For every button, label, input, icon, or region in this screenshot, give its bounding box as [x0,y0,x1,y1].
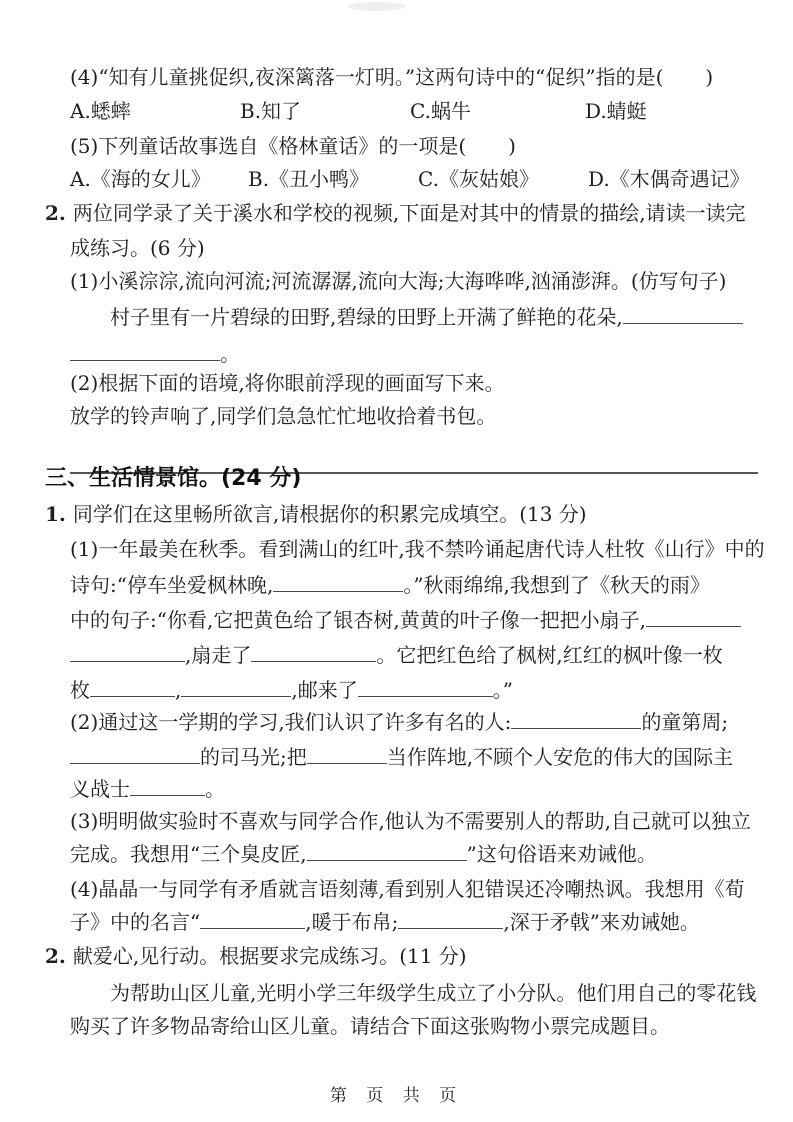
text-segment: ,深于矛戟”来劝诫她。 [503,910,700,934]
answer-blank [70,340,220,361]
text-segment: (2)通过这一学期的学习,我们认识了许多有名的人: [70,710,512,734]
text-segment: 购买了许多物品寄给山区儿童。请结合下面这张购物小票完成题目。 [70,1014,670,1038]
q5-option-a: A.《海的女儿》 [70,167,211,191]
line-content [45,466,301,492]
text-segment: ,暖于布帛; [305,910,399,934]
text-segment: 。 [220,342,240,366]
text-segment: (4)晶晶一与同学有矛盾就言语刻薄,看到别人犯错误还冷嘲热讽。我想用《荀 [70,877,745,901]
text-segment: 三、生活情景馆。(24 分) [45,466,302,491]
text-segment: 的司马光;把 [200,745,307,769]
answer-blank [511,708,641,729]
line-content [70,876,745,902]
line-content [70,606,741,633]
text-segment: (2)根据下面的语境,将你眼前浮现的画面写下来。 [70,371,505,395]
bracket-gap [466,133,508,153]
answer-blank [130,775,205,796]
answer-blank [358,676,493,697]
text-segment: 献爱心,见行动。根据要求完成练习。(11 分) [72,944,467,968]
line-content [45,501,587,527]
text-segment: ) [508,134,516,158]
line-content [70,840,657,867]
q5-option-d: D.《木偶奇遇记》 [588,167,750,191]
page-footer: 第 页 共 页 [329,1086,464,1106]
item-number: 1. [45,502,73,526]
answer-blank [307,743,387,764]
line-content [110,980,756,1006]
text-segment: ) [705,65,714,89]
q4-option-d: D.蜻蜓 [585,99,647,123]
text-segment: 为帮助山区儿童,光明小学三年级学生成立了小分队。他们用自己的零花钱 [110,981,757,1005]
text-segment: 。 [205,777,225,801]
text-segment: 完成。我想用“三个臭皮匠, [70,842,307,866]
text-segment: 当作阵地,不顾个人安危的伟大的国际主 [386,745,734,769]
text-segment: 枚 [70,678,90,702]
text-segment: ,邮来了 [291,678,358,702]
answer-blank [200,908,305,929]
scan-smudge [348,2,406,11]
text-segment: 诗句:“停车坐爱枫林晚, [70,573,274,597]
answer-blank [181,676,291,697]
text-segment: 。它把红色给了枫树,红红的枫叶像一枚 [376,643,723,667]
answer-blank [90,676,175,697]
line-content [70,808,751,834]
text-segment: , [175,678,182,702]
q4-option-c: C.蜗牛 [410,99,471,123]
text-segment: 放学的铃声响了,同学们急急忙忙地收拾着书包。 [70,404,497,428]
q5-option-c: C.《灰姑娘》 [418,167,539,191]
line-content [110,303,743,330]
line-content [70,133,516,159]
line-content [70,268,726,294]
answer-blank [646,606,741,627]
line-content [70,235,205,261]
line-content [70,775,225,802]
line-content [70,403,496,429]
line-content [70,571,710,598]
line-content [70,743,733,770]
item-number: 2. [45,201,73,225]
text-segment: 。”秋雨绵绵,我想到了《秋天的雨》 [403,573,710,597]
bracket-gap [663,64,705,84]
line-content [70,676,513,703]
text-segment: ”这句俗语来劝诫他。 [466,842,657,866]
answer-blank [251,641,376,662]
text-segment: 中的句子:“你看,它把黄色给了银杏树,黄黄的叶子像一把把小扇子, [70,608,647,632]
q4-option-a: A.蟋蟀 [70,99,131,123]
text-segment: (5)下列童话故事选自《格林童话》的一项是( [70,134,467,158]
answer-blank [398,908,503,929]
answer-blank [307,840,467,861]
line-content [70,64,713,90]
text-segment: 。” [492,678,513,702]
line-content [70,536,765,562]
text-segment: 成练习。(6 分) [70,236,205,260]
item-number: 2. [45,944,73,968]
text-segment: 村子里有一片碧绿的田野,碧绿的田野上开满了鲜艳的花朵, [110,305,623,329]
text-segment: ,扇走了 [185,643,252,667]
line-content [70,641,723,668]
text-segment: (1)小溪淙淙,流向河流;河流潺潺,流向大海;大海哗哗,汹涌澎湃。(仿写句子) [70,269,727,293]
q5-option-b: B.《丑小鸭》 [248,167,370,191]
line-content [70,1013,670,1039]
line-content [70,908,700,935]
text-segment: (3)明明做实验时不喜欢与同学合作,他认为不需要别人的帮助,自己就可以独立 [70,809,752,833]
text-segment: 义战士 [70,777,130,801]
q4-option-b: B.知了 [240,99,302,123]
text-segment: 两位同学录了关于溪水和学校的视频,下面是对其中的情景的描绘,请读一读完 [72,201,746,225]
text-segment: (4)“知有儿童挑促织,夜深篱落一灯明。”这两句诗中的“促织”指的是( [70,65,664,89]
answer-blank [70,641,185,662]
answer-blank [273,571,403,592]
line-content [45,943,467,969]
line-content [70,708,728,735]
answer-blank [623,303,743,324]
line-content [70,370,505,396]
line-content [45,200,746,226]
text-segment: 的童第周; [641,710,729,734]
text-segment: 子》中的名言“ [70,910,201,934]
line-content [70,340,240,367]
text-segment: 同学们在这里畅所欲言,请根据你的积累完成填空。(13 分) [72,502,587,526]
text-segment: (1)一年最美在秋季。看到满山的红叶,我不禁吟诵起唐代诗人杜牧《山行》中的 [70,537,765,561]
answer-blank [70,743,200,764]
